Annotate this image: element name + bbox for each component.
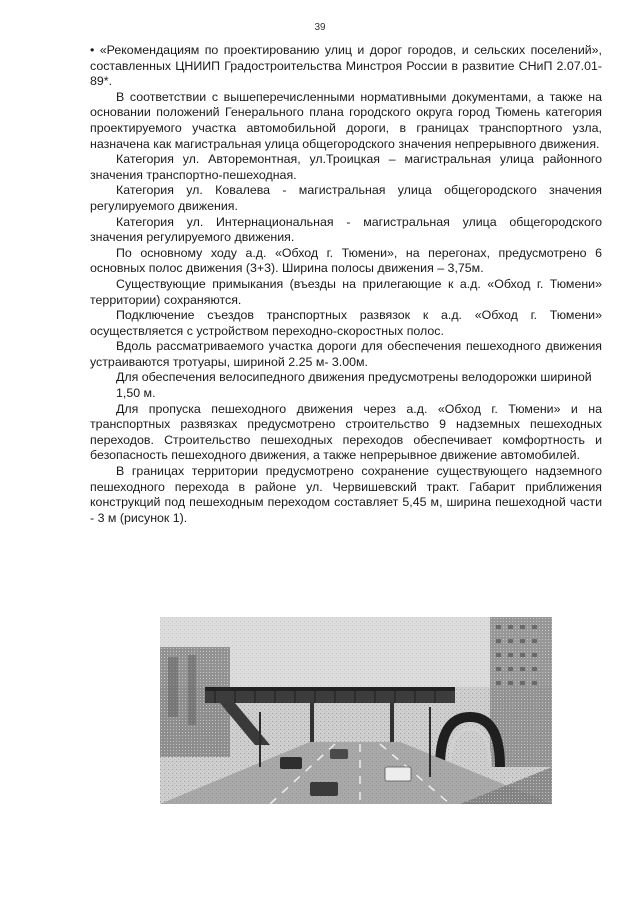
paragraph-category-kovaleva: Категория ул. Ковалева - магистральная улица общегородского значения регулируемого движения. xyxy=(90,183,602,213)
paragraph-main-road-lanes: По основному ходу а.д. «Обход г. Тюмени», на перегонах, предусмотрено 6 основных полос движения (3+3). Ширина полосы движения – 3,75м. xyxy=(90,245,602,276)
paragraph-existing-junctions: Существующие примыкания (въезды на прилегающие к а.д. «Обход г. Тюмени» территории) сохраняются. xyxy=(90,276,602,307)
paragraph-category-internatsionalnaya: Категория ул. Интернациональная - магистральная улица общегородского значения регулируемого движения. xyxy=(90,214,602,245)
body-text xyxy=(90,43,602,526)
paragraph-bike-lane-width: 1,50 м. xyxy=(116,386,156,401)
paragraph-sidewalks: Вдоль рассматриваемого участка дороги для обеспечения пешеходного движения устраиваются тротуары, шириной 2.25 м- 3.00м. xyxy=(90,339,602,369)
page-number: 39 xyxy=(314,22,326,33)
pedestrian-overpass-photo xyxy=(160,617,552,804)
paragraph-category-avtoremontnaya: Категория ул. Авторемонтная, ул.Троицкая – магистральная улица районного значения транспортно-пешеходная. xyxy=(90,152,602,182)
paragraph-pedestrian-crossings: Для пропуска пешеходного движения через а.д. «Обход г. Тюмени» и на транспортных развязках предусмотрено строительство 9 надземных пешеходных переходов. Строительство пешеходных переходов обеспечивает комфортность и безопасность пешеходного движения, а также непрерывное движение автомобилей. xyxy=(90,401,602,463)
paragraph-bullet-recommendations: • «Рекомендациям по проектированию улиц и дорог городов, и сельских поселений», составленных ЦНИИП Градостроительства Минстроя России в развитие СНиП 2.07.01-89*. xyxy=(90,43,602,89)
figure-pedestrian-overpass-photo xyxy=(160,617,552,804)
paragraph-regulations: В соответствии с вышеперечисленными нормативными документами, а также на основании положений Генерального плана городского округа город Тюмень категория проектируемого участка автомобильной дороги, в границах транспортного узла, назначена как магистральная улица общегородского значения непрерывного движения. xyxy=(90,89,602,151)
paragraph-bike-lanes: Для обеспечения велосипедного движения предусмотрены велодорожки шириной xyxy=(116,370,592,385)
paragraph-exit-ramps: Подключение съездов транспортных развязок к а.д. «Обход г. Тюмени» осуществляется с устройством переходно-скоростных полос. xyxy=(90,308,602,338)
paragraph-existing-overpass: В границах территории предусмотрено сохранение существующего надземного пешеходного перехода в районе ул. Червишевский тракт. Габарит приближения конструкций под пешеходным переходом составляет 5,45 м, ширина пешеходной части - 3 м (рисунок 1). xyxy=(90,464,602,525)
